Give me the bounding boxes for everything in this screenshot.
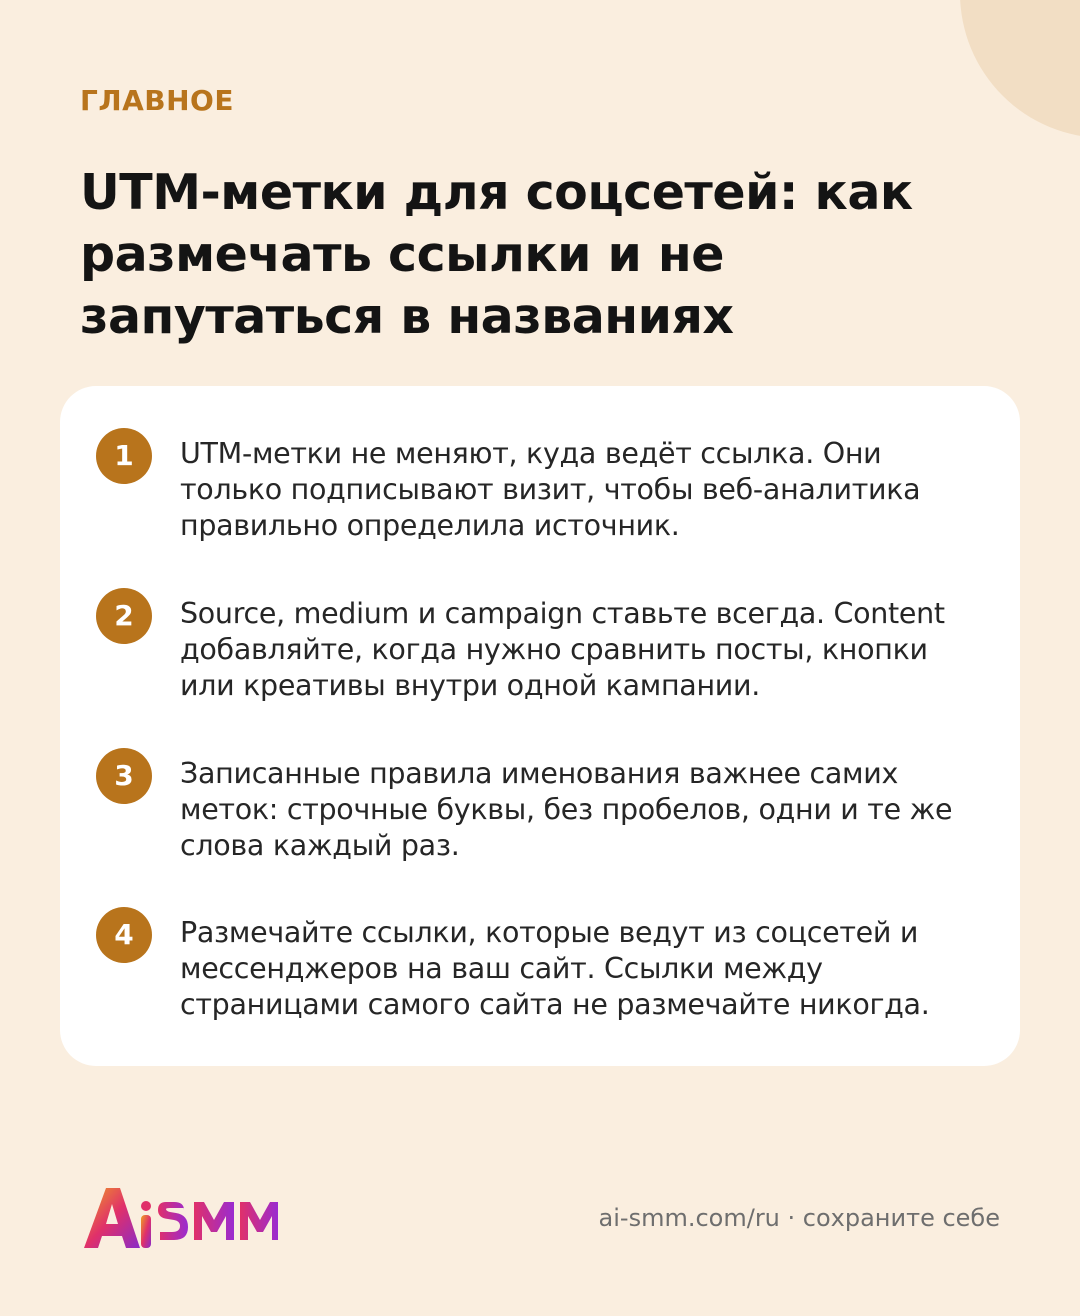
list-item-text: Размечайте ссылки, которые ведут из соцсетей и мессенджеров на ваш сайт. Ссылки между страницами самого сайта не размечайте никогда. <box>180 916 930 1021</box>
list-item-text: Source, medium и campaign ставьте всегда. Content добавляйте, когда нужно сравнить посты, кнопки или креативы внутри одной кампании. <box>180 597 945 702</box>
list-item-text: Записанные правила именования важнее самих меток: строчные буквы, без пробелов, одни и те же слова каждый раз. <box>180 757 953 862</box>
number-badge: 2 <box>96 588 152 644</box>
decorative-corner-circle <box>960 0 1080 138</box>
number-badge: 1 <box>96 428 152 484</box>
number-badge: 4 <box>96 907 152 963</box>
section-label: ГЛАВНОЕ <box>80 84 234 117</box>
page-title: UTM-метки для соцсетей: как размечать ссылки и не запутаться в названиях <box>80 164 913 345</box>
number-badge: 3 <box>96 748 152 804</box>
tips-card <box>60 386 1020 1066</box>
brand-logo <box>80 1182 280 1252</box>
ai-smm-logo-icon <box>80 1182 280 1252</box>
list-item-text: UTM-метки не меняют, куда ведёт ссылка. Они только подписывают визит, чтобы веб-аналитика правильно определила источник. <box>180 437 921 542</box>
footer-caption: ai-smm.com/ru · сохраните себе <box>598 1204 1000 1232</box>
